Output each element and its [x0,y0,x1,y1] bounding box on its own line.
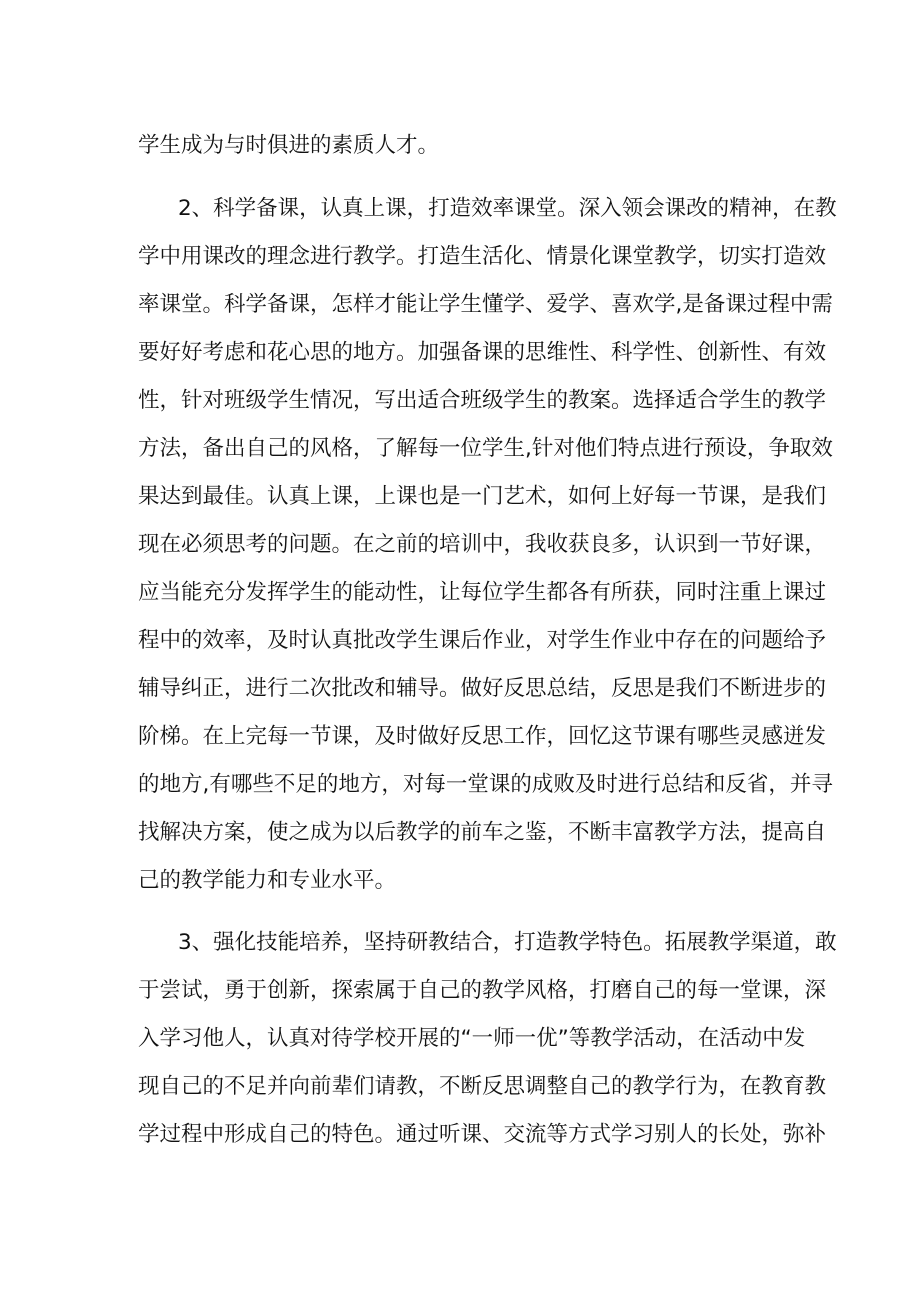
paragraph-2-line-11: 辅导纠正，进行二次批改和辅导。做好反思总结，反思是我们不断进步的 [138,676,827,701]
paragraph-2-line-10: 程中的效率，及时认真批改学生课后作业，对学生作业中存在的问题给予 [138,628,827,653]
paragraph-2-line-9: 应当能充分发挥学生的能动性，让每位学生都各有所获，同时注重上课过 [138,580,827,605]
paragraph-3-line-3: 入学习他人，认真对待学校开展的“一师一优”等教学活动，在活动中发 [138,1026,806,1051]
paragraph-2-line-12: 阶梯。在上完每一节课，及时做好反思工作，回忆这节课有哪些灵感迸发 [138,724,827,749]
paragraph-3-line-5: 学过程中形成自己的特色。通过听课、交流等方式学习别人的长处，弥补 [138,1122,827,1147]
text-line-1: 学生成为与时俱进的素质人才。 [138,133,440,158]
paragraph-2-line-7: 果达到最佳。认真上课，上课也是一门艺术，如何上好每一节课，是我们 [138,484,827,509]
paragraph-2-line-1: 2、科学备课，认真上课，打造效率课堂。深入领会课改的精神，在教 [178,196,837,221]
paragraph-2-line-15: 己的教学能力和专业水平。 [138,868,397,893]
paragraph-2-line-13: 的地方,有哪些不足的地方，对每一堂课的成败及时进行总结和反省，并寻 [138,772,833,797]
paragraph-2-line-2: 学中用课改的理念进行教学。打造生活化、情景化课堂教学，切实打造效 [138,244,827,269]
paragraph-3-line-4: 现自己的不足并向前辈们请教，不断反思调整自己的教学行为，在教育教 [138,1074,827,1099]
paragraph-2-line-5: 性，针对班级学生情况，写出适合班级学生的教案。选择适合学生的教学 [138,388,827,413]
paragraph-2-line-8: 现在必须思考的问题。在之前的培训中，我收获良多，认识到一节好课， [138,532,827,557]
paragraph-2-line-6: 方法，备出自己的风格，了解每一位学生,针对他们特点进行预设，争取效 [138,436,833,461]
paragraph-3-line-1: 3、强化技能培养，坚持研教结合，打造教学特色。拓展教学渠道，敢 [178,930,837,955]
paragraph-3-line-2: 于尝试，勇于创新，探索属于自己的教学风格，打磨自己的每一堂课，深 [138,978,827,1003]
paragraph-2-line-4: 要好好考虑和花心思的地方。加强备课的思维性、科学性、创新性、有效 [138,340,827,365]
paragraph-2-line-3: 率课堂。科学备课，怎样才能让学生懂学、爱学、喜欢学,是备课过程中需 [138,292,833,317]
paragraph-2-line-14: 找解决方案，使之成为以后教学的前车之鉴，不断丰富教学方法，提高自 [138,820,827,845]
